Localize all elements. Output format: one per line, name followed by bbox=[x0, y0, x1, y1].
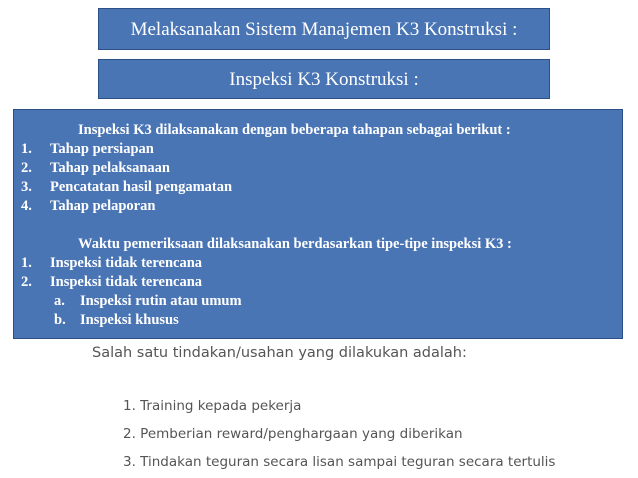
list-subitem: a. Inspeksi rutin atau umum bbox=[54, 293, 242, 309]
stages-intro: Inspeksi K3 dilaksanakan dengan beberapa tahapan sebagai berikut : bbox=[78, 122, 511, 138]
types-intro: Waktu pemeriksaan dilaksanakan berdasarkan tipe-tipe inspeksi K3 : bbox=[78, 236, 512, 252]
actions-intro: Salah satu tindakan/usahan yang dilakukan adalah: bbox=[92, 345, 467, 361]
list-item: 3. Pencatatan hasil pengamatan bbox=[21, 179, 233, 195]
list-item: 2. Tahap pelaksanaan bbox=[21, 160, 170, 176]
list-subitem: b. Inspeksi khusus bbox=[54, 312, 179, 328]
subtitle: Inspeksi K3 Konstruksi : bbox=[229, 69, 419, 90]
action-item: 1. Training kepada pekerja bbox=[123, 398, 302, 414]
action-item: 2. Pemberian reward/penghargaan yang diberikan bbox=[123, 426, 463, 442]
list-item: 4. Tahap pelaporan bbox=[21, 198, 156, 214]
list-item: 1. Inspeksi tidak terencana bbox=[21, 255, 203, 271]
main-title: Melaksanakan Sistem Manajemen K3 Konstruksi : bbox=[130, 19, 518, 40]
list-item: 1. Tahap persiapan bbox=[21, 141, 154, 157]
list-item: 2. Inspeksi tidak terencana bbox=[21, 274, 203, 290]
main-title-banner bbox=[98, 8, 550, 50]
subtitle-banner bbox=[98, 59, 550, 99]
action-item: 3. Tindakan teguran secara lisan sampai teguran secara tertulis bbox=[123, 454, 556, 470]
content-panel bbox=[13, 109, 623, 339]
